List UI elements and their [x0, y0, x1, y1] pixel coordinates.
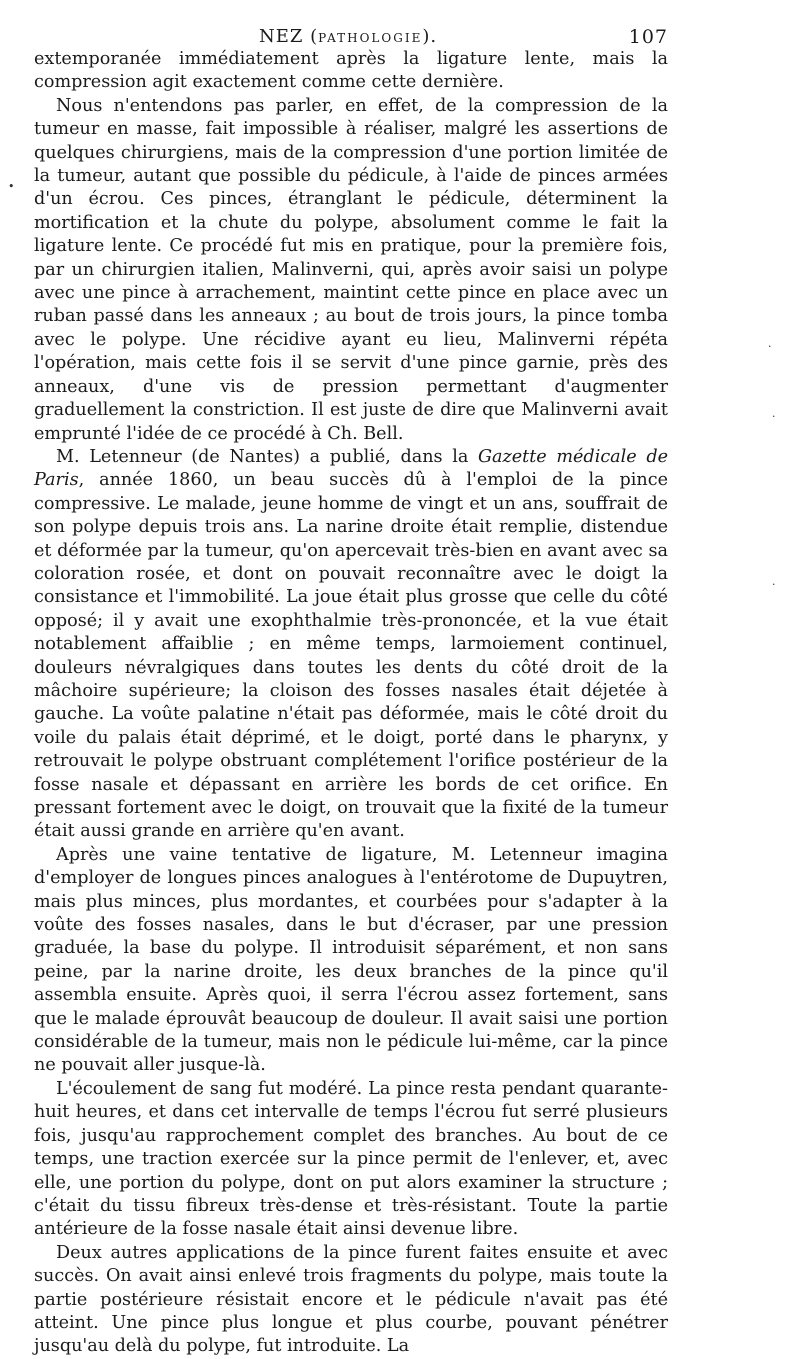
paragraph-applications: Deux autres applications de la pince furent faites ensuite et avec succès. On avait ainsi enlevé trois fragments du polype, mais toute la partie postérieure résistait encore et le pédicule n'avait pas été atteint. Une pince plus longue et plus courbe, pouvant pénétrer jusqu'au delà du polype, fut introduite. La — [34, 1242, 668, 1357]
book-page — [34, 18, 668, 1359]
paragraph-ecoulement: L'écoulement de sang fut modéré. La pince resta pendant quarante-huit heures, et dans cet intervalle de temps l'écrou fut serré plusieurs fois, jusqu'au rapprochement complet des branches. Au bout de ce temps, une traction exercée sur la pince permit de l'enlever, et, avec elle, une portion du polype, dont on put alors examiner la structure ; c'était du tissu fibreux très-dense et très-résistant. Toute la partie antérieure de la fosse nasale était ainsi devenue libre. — [34, 1078, 668, 1240]
paragraph-continuation: extemporanée immédiatement après la ligature lente, mais la compression agit exactement comme cette dernière. — [34, 49, 668, 93]
paragraph-ligature: Après une vaine tentative de ligature, M. Letenneur imagina d'employer de longues pinces analogues à l'entérotome de Dupuytren, mais plus minces, plus mordantes, et courbées pour s'adapter à la voûte des fosses nasales, dans le but d'écraser, par une pression graduée, la base du polype. Il introduisit séparément, et non sans peine, par la narine droite, les deux branches de la pince qu'il assembla ensuite. Après quoi, il serra l'écrou assez fortement, sans que le malade éprouvât beaucoup de douleur. Il avait saisi une portion considérable de la tumeur, mais non le pédicule lui-même, car la pince ne pouvait aller jusque-là. — [34, 844, 668, 1076]
margin-mark: · — [772, 578, 776, 591]
running-header — [34, 18, 668, 48]
page-number: 107 — [628, 26, 668, 48]
margin-mark: · — [772, 410, 776, 423]
paragraph-letenneur: M. Letenneur (de Nantes) a publié, dans la Gazette médicale de Paris, année 1860, un beau succès dû à l'emploi de la pince compressive. Le malade, jeune homme de vingt et un ans, souffrait de son polype depuis trois ans. La narine droite était remplie, distendue et déformée par la tumeur, qu'on apercevait très-bien en avant avec sa coloration rosée, et dont on pouvait reconnaître avec le doigt la consistance et l'immobilité. La joue était plus grosse que celle du côté opposé; il y avait une exophthalmie très-prononcée, et la vue était notablement affaiblie ; en même temps, larmoiement continuel, douleurs névralgiques dans toutes les dents du côté droit de la mâchoire supérieure; la cloison des fosses nasales était déjetée à gauche. La voûte palatine n'était pas déformée, mais le côté droit du voile du palais était déprimé, et le doigt, porté dans le pharynx, y retrouvait le polype obstruant complétement l'orifice postérieur de la fosse nasale et dépassant en arrière les bords de cet orifice. En pressant fortement avec le doigt, on trouvait que la fixité de la tumeur était aussi grande en arrière qu'en avant. — [34, 446, 668, 842]
page-body — [34, 48, 668, 1359]
journal-title: Gazette médicale de Paris — [34, 446, 668, 491]
margin-mark: • — [8, 180, 15, 193]
margin-mark: · — [768, 340, 772, 353]
running-title: NEZ (PATHOLOGIE). — [259, 26, 438, 47]
running-title-subject: PATHOLOGIE — [318, 31, 423, 45]
paragraph-compression: Nous n'entendons pas parler, en effet, de la compression de la tumeur en masse, fait impossible à réaliser, malgré les assertions de quelques chirurgiens, mais de la compression d'une portion limitée de la tumeur, autant que possible du pédicule, à l'aide de pinces armées d'un écrou. Ces pinces, étranglant le pédicule, déterminent la mortification et la chute du polype, absolument comme le fait la ligature lente. Ce procédé fut mis en pratique, pour la première fois, par un chirurgien italien, Malinverni, qui, après avoir saisi un polype avec une pince à arrachement, maintint cette pince en place avec un ruban passé dans les anneaux ; au bout de trois jours, la pince tomba avec le polype. Une récidive ayant eu lieu, Malinverni répéta l'opération, mais cette fois il se servit d'une pince garnie, près des anneaux, d'une vis de pression permettant d'augmenter graduellement la constriction. Il est juste de dire que Malinverni avait emprunté l'idée de ce procédé à Ch. Bell. — [34, 95, 668, 444]
